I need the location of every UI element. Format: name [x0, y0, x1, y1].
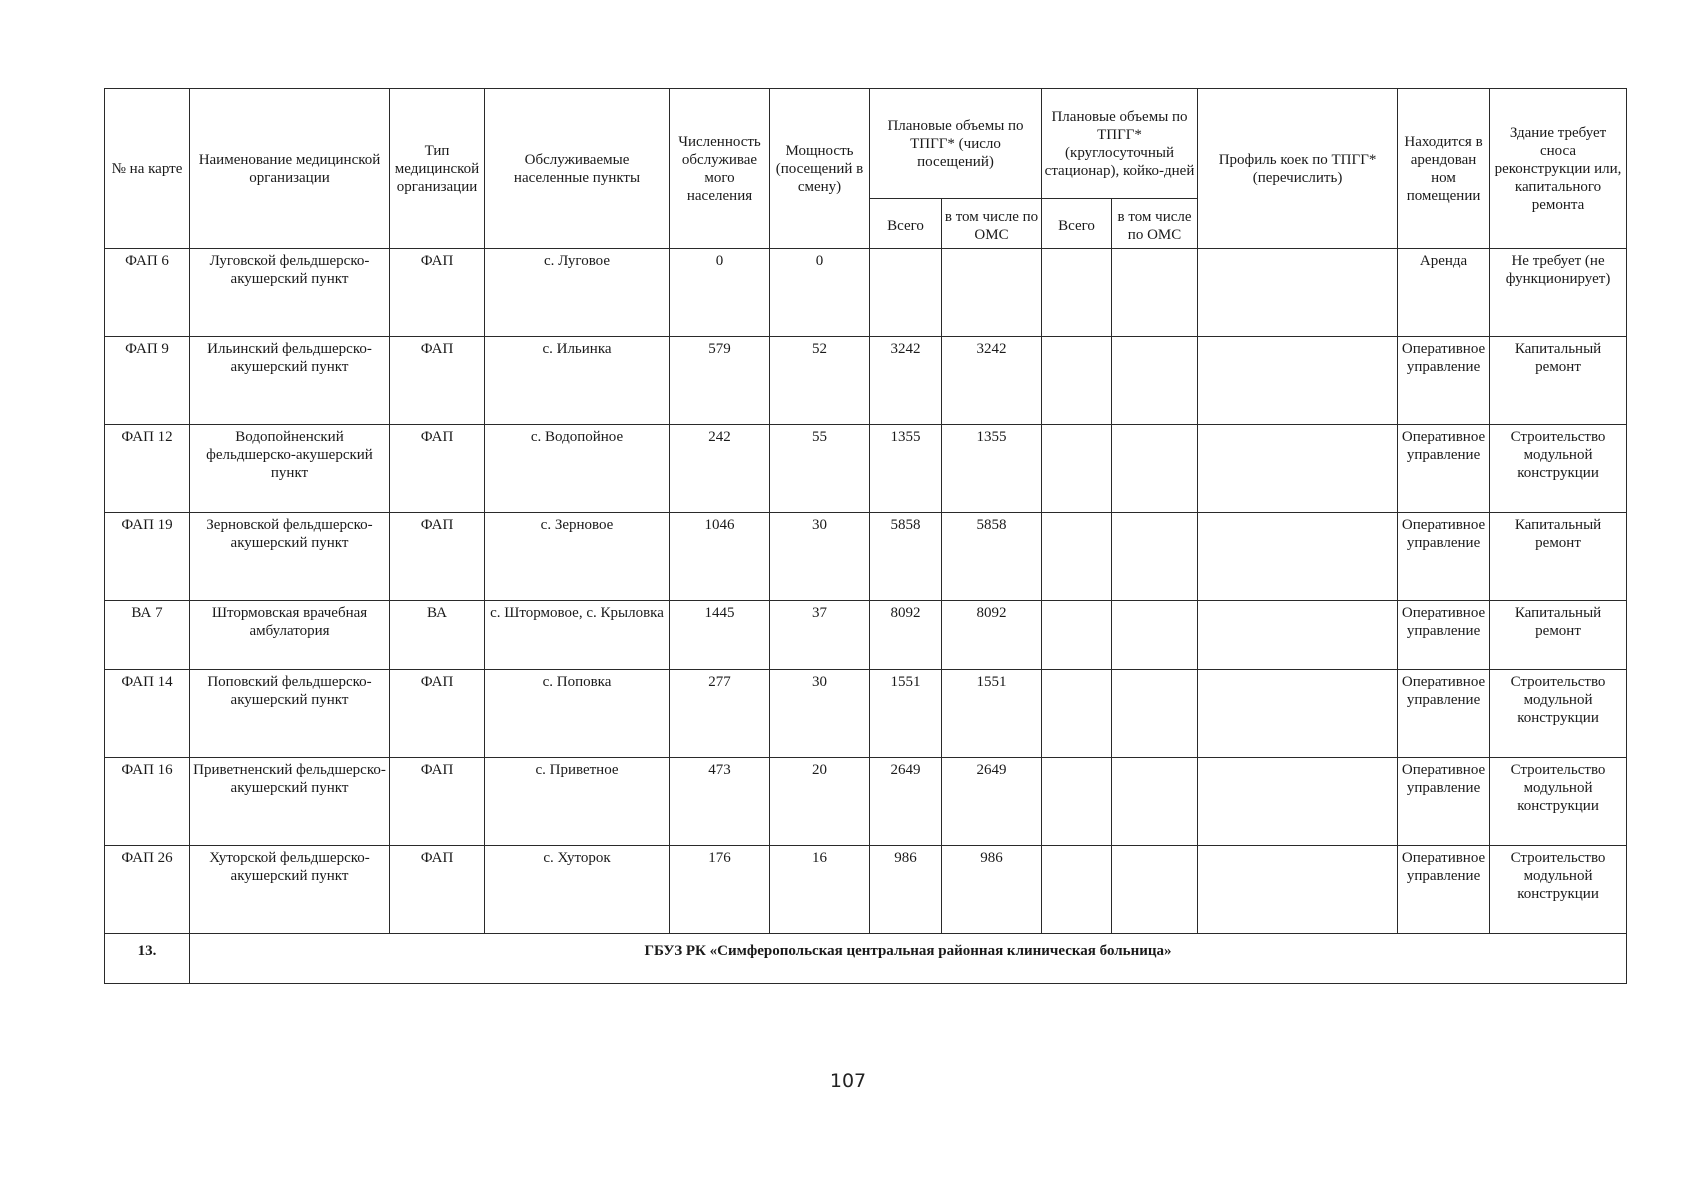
cell-visits-oms: 986 [942, 846, 1042, 934]
cell-capacity: 20 [770, 758, 870, 846]
cell-organization-type: ВА [390, 601, 485, 670]
cell-visits-total: 8092 [870, 601, 942, 670]
cell-settlements: с. Водопойное [485, 425, 670, 513]
cell-visits-oms: 3242 [942, 337, 1042, 425]
table-row [105, 758, 1627, 846]
table-body [105, 249, 1627, 984]
cell-building-condition: Строительство модульной конструкции [1490, 846, 1627, 934]
header-bed-profile: Профиль коек по ТПГГ* (перечислить) [1198, 89, 1398, 249]
cell-bed-profile [1198, 670, 1398, 758]
cell-rented-premises: Оперативное управление [1398, 846, 1490, 934]
cell-capacity: 52 [770, 337, 870, 425]
table-row [105, 601, 1627, 670]
cell-map-number: ВА 7 [105, 601, 190, 670]
header-organization-type: Тип медицинской организации [390, 89, 485, 249]
cell-visits-oms [942, 249, 1042, 337]
cell-population: 473 [670, 758, 770, 846]
cell-organization-name: Хуторской фельдшерско-акушерский пункт [190, 846, 390, 934]
table-row [105, 846, 1627, 934]
cell-visits-total: 2649 [870, 758, 942, 846]
cell-organization-name: Водопойненский фельдшерско-акушерский пункт [190, 425, 390, 513]
cell-rented-premises: Оперативное управление [1398, 758, 1490, 846]
cell-bed-profile [1198, 758, 1398, 846]
cell-rented-premises: Оперативное управление [1398, 337, 1490, 425]
cell-map-number: ФАП 6 [105, 249, 190, 337]
cell-bed-profile [1198, 337, 1398, 425]
cell-organization-name: Зерновской фельдшерско-акушерский пункт [190, 513, 390, 601]
header-beds-total: Всего [1042, 199, 1112, 249]
cell-beds-oms [1112, 337, 1198, 425]
cell-settlements: с. Ильинка [485, 337, 670, 425]
cell-visits-total: 1355 [870, 425, 942, 513]
header-population: Численность обслуживае мого населения [670, 89, 770, 249]
cell-visits-oms: 5858 [942, 513, 1042, 601]
cell-beds-total [1042, 425, 1112, 513]
cell-population: 0 [670, 249, 770, 337]
cell-visits-total [870, 249, 942, 337]
cell-organization-type: ФАП [390, 670, 485, 758]
cell-beds-total [1042, 337, 1112, 425]
cell-map-number: ФАП 16 [105, 758, 190, 846]
cell-map-number: ФАП 26 [105, 846, 190, 934]
header-beds-oms: в том числе по ОМС [1112, 199, 1198, 249]
cell-building-condition: Строительство модульной конструкции [1490, 670, 1627, 758]
facilities-table [104, 88, 1627, 984]
document-sheet [104, 88, 1626, 984]
cell-organization-name: Поповский фельдшерско-акушерский пункт [190, 670, 390, 758]
cell-capacity: 55 [770, 425, 870, 513]
cell-map-number: ФАП 14 [105, 670, 190, 758]
cell-beds-oms [1112, 758, 1198, 846]
cell-bed-profile [1198, 425, 1398, 513]
table-row [105, 513, 1627, 601]
cell-rented-premises: Аренда [1398, 249, 1490, 337]
cell-beds-oms [1112, 425, 1198, 513]
cell-settlements: с. Хуторок [485, 846, 670, 934]
table-header [105, 89, 1627, 249]
cell-capacity: 30 [770, 670, 870, 758]
cell-bed-profile [1198, 249, 1398, 337]
cell-capacity: 30 [770, 513, 870, 601]
section-title: ГБУЗ РК «Симферопольская центральная районная клиническая больница» [190, 934, 1627, 984]
cell-rented-premises: Оперативное управление [1398, 425, 1490, 513]
cell-capacity: 37 [770, 601, 870, 670]
cell-building-condition: Капитальный ремонт [1490, 337, 1627, 425]
cell-beds-oms [1112, 846, 1198, 934]
cell-settlements: с. Приветное [485, 758, 670, 846]
header-visits-oms: в том числе по ОМС [942, 199, 1042, 249]
cell-settlements: с. Штормовое, с. Крыловка [485, 601, 670, 670]
table-row [105, 425, 1627, 513]
header-organization-name: Наименование медицинской организации [190, 89, 390, 249]
cell-organization-name: Штормовская врачебная амбулатория [190, 601, 390, 670]
cell-beds-oms [1112, 249, 1198, 337]
cell-bed-profile [1198, 846, 1398, 934]
cell-organization-type: ФАП [390, 425, 485, 513]
cell-beds-total [1042, 670, 1112, 758]
cell-beds-total [1042, 601, 1112, 670]
cell-map-number: ФАП 19 [105, 513, 190, 601]
cell-organization-type: ФАП [390, 758, 485, 846]
cell-visits-total: 3242 [870, 337, 942, 425]
cell-organization-type: ФАП [390, 513, 485, 601]
cell-organization-name: Приветненский фельдшерско-акушерский пункт [190, 758, 390, 846]
cell-organization-type: ФАП [390, 249, 485, 337]
cell-settlements: с. Луговое [485, 249, 670, 337]
cell-capacity: 0 [770, 249, 870, 337]
cell-beds-oms [1112, 670, 1198, 758]
section-row [105, 934, 1627, 984]
cell-map-number: ФАП 9 [105, 337, 190, 425]
cell-organization-name: Луговской фельдшерско-акушерский пункт [190, 249, 390, 337]
page-number: 107 [829, 1070, 867, 1092]
cell-bed-profile [1198, 513, 1398, 601]
header-visits-total: Всего [870, 199, 942, 249]
cell-settlements: с. Поповка [485, 670, 670, 758]
cell-bed-profile [1198, 601, 1398, 670]
table-row [105, 670, 1627, 758]
cell-building-condition: Строительство модульной конструкции [1490, 758, 1627, 846]
header-capacity: Мощность (посещений в смену) [770, 89, 870, 249]
table-row [105, 337, 1627, 425]
table-row [105, 249, 1627, 337]
cell-population: 242 [670, 425, 770, 513]
cell-organization-name: Ильинский фельдшерско-акушерский пункт [190, 337, 390, 425]
cell-population: 277 [670, 670, 770, 758]
cell-visits-oms: 1551 [942, 670, 1042, 758]
cell-organization-type: ФАП [390, 337, 485, 425]
header-building-condition: Здание требует сноса реконструкции или, капитального ремонта [1490, 89, 1627, 249]
cell-visits-oms: 1355 [942, 425, 1042, 513]
cell-rented-premises: Оперативное управление [1398, 513, 1490, 601]
cell-settlements: с. Зерновое [485, 513, 670, 601]
cell-population: 1445 [670, 601, 770, 670]
cell-map-number: ФАП 12 [105, 425, 190, 513]
cell-beds-oms [1112, 513, 1198, 601]
cell-capacity: 16 [770, 846, 870, 934]
cell-building-condition: Не требует (не функционирует) [1490, 249, 1627, 337]
section-number: 13. [105, 934, 190, 984]
cell-visits-oms: 8092 [942, 601, 1042, 670]
cell-building-condition: Капитальный ремонт [1490, 513, 1627, 601]
cell-population: 1046 [670, 513, 770, 601]
cell-beds-total [1042, 249, 1112, 337]
header-rented-premises: Находится в арендован ном помещении [1398, 89, 1490, 249]
cell-visits-total: 1551 [870, 670, 942, 758]
header-settlements: Обслуживаемые населенные пункты [485, 89, 670, 249]
cell-building-condition: Строительство модульной конструкции [1490, 425, 1627, 513]
cell-beds-total [1042, 513, 1112, 601]
header-plan-visits: Плановые объемы по ТПГГ* (число посещений) [870, 89, 1042, 199]
header-plan-beds: Плановые объемы по ТПГГ* (круглосуточный стационар), койко-дней [1042, 89, 1198, 199]
cell-rented-premises: Оперативное управление [1398, 601, 1490, 670]
cell-visits-oms: 2649 [942, 758, 1042, 846]
header-map-number: № на карте [105, 89, 190, 249]
cell-rented-premises: Оперативное управление [1398, 670, 1490, 758]
cell-population: 176 [670, 846, 770, 934]
cell-population: 579 [670, 337, 770, 425]
cell-beds-oms [1112, 601, 1198, 670]
cell-visits-total: 5858 [870, 513, 942, 601]
cell-beds-total [1042, 846, 1112, 934]
cell-organization-type: ФАП [390, 846, 485, 934]
cell-beds-total [1042, 758, 1112, 846]
cell-building-condition: Капитальный ремонт [1490, 601, 1627, 670]
cell-visits-total: 986 [870, 846, 942, 934]
